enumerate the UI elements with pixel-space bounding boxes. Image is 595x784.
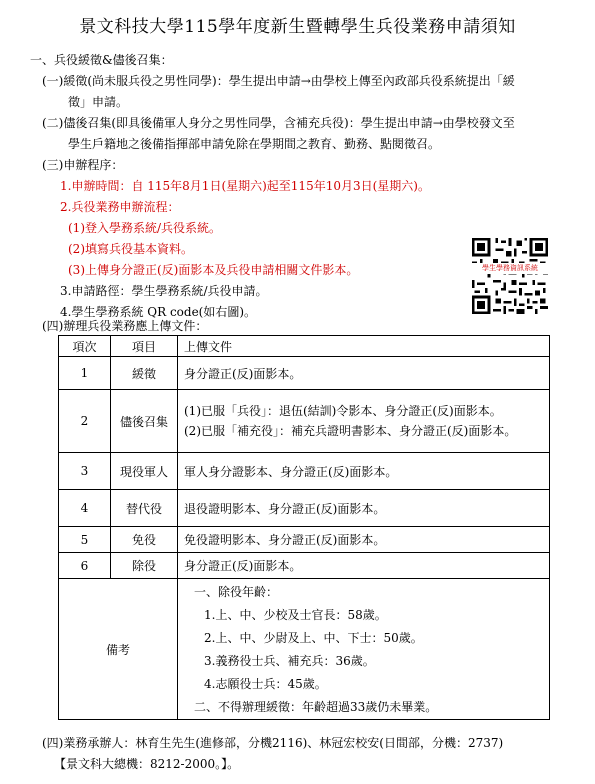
footer-contact: (四)業務承辦人：林育生先生(進修部，分機2116)、林冠宏校安(日間部，分機：2737)	[42, 736, 504, 750]
row-doc: 身分證正(反)面影本。	[178, 553, 550, 579]
table-row	[59, 357, 550, 390]
section4-heading: (四)辦理兵役業務應上傳文件：	[42, 319, 208, 333]
row-no: 2	[59, 390, 111, 453]
remark-item-4: 4.志願役士兵：45歲。	[204, 677, 327, 691]
section1-heading: 一、兵役緩徵&儘後召集：	[30, 53, 173, 67]
row-item: 免役	[111, 527, 178, 553]
remark-item-1: 1.上、中、少校及士官長：58歲。	[204, 608, 387, 622]
row-no: 5	[59, 527, 111, 553]
procedure-step2-1: (1)登入學務系統/兵役系統。	[68, 221, 222, 235]
procedure-step3: 3.申請路徑：學生學務系統/兵役申請。	[60, 284, 268, 298]
row-doc: 軍人身分證影本、身分證正(反)面影本。	[178, 453, 550, 490]
procedure-step2: 2.兵役業務申辦流程：	[60, 200, 180, 214]
qr-code-icon[interactable]	[472, 238, 548, 314]
row-doc: 免役證明影本、身分證正(反)面影本。	[178, 527, 550, 553]
qr-caption: 學生學務資訊系統	[472, 263, 548, 274]
procedure-heading: (三)申辦程序：	[42, 158, 124, 172]
deferment-line1: (一)緩徵(尚未服兵役之男性同學)：學生提出申請→由學校上傳至內政部兵役系統提出「緩	[42, 74, 515, 88]
remark-heading-2: 二、不得辦理緩徵：年齡超過33歲仍未畢業。	[194, 700, 438, 714]
table-row	[59, 453, 550, 490]
reserve-line2: 學生戶籍地之後備指揮部申請免除在學期間之教育、勤務、點閱徵召。	[68, 137, 441, 151]
row-item: 儘後召集	[111, 390, 178, 453]
row-item: 替代役	[111, 490, 178, 527]
row-doc: 身分證正(反)面影本。	[178, 357, 550, 390]
header-item: 項目	[111, 336, 178, 357]
header-doc: 上傳文件	[178, 336, 550, 357]
row-doc-line2: (2)已服「補充役」：補充兵證明書影本、身分證正(反)面影本。	[184, 424, 517, 438]
remark-item-3: 3.義務役士兵、補充兵：36歲。	[204, 654, 375, 668]
remark-content	[178, 579, 550, 720]
header-no: 項次	[59, 336, 111, 357]
procedure-step1: 1.申辦時間：自 115年8月1日(星期六)起至115年10月3日(星期六)。	[60, 179, 430, 193]
procedure-step4: 4.學生學務系統 QR code(如右圖)。	[60, 305, 257, 319]
table-row	[59, 490, 550, 527]
row-no: 4	[59, 490, 111, 527]
reserve-line1: (二)儘後召集(即具後備軍人身分之男性同學，含補充兵役)：學生提出申請→由學校發文至	[42, 116, 515, 130]
table-row	[59, 390, 550, 453]
row-no: 1	[59, 357, 111, 390]
remark-heading-1: 一、除役年齡：	[194, 585, 279, 599]
row-no: 6	[59, 553, 111, 579]
row-item: 緩徵	[111, 357, 178, 390]
row-item: 現役軍人	[111, 453, 178, 490]
procedure-step2-3: (3)上傳身分證正(反)面影本及兵役申請相關文件影本。	[68, 263, 359, 277]
remark-item-2: 2.上、中、少尉及上、中、下士：50歲。	[204, 631, 423, 645]
procedure-step2-2: (2)填寫兵役基本資料。	[68, 242, 193, 256]
footer-switchboard: 【景文科大總機：8212-2000。】。	[54, 757, 240, 771]
row-doc-line1: (1)已服「兵役」：退伍(結訓)令影本、身分證正(反)面影本。	[184, 404, 502, 418]
table-header-row	[59, 336, 550, 357]
table-row	[59, 553, 550, 579]
remark-label: 備考	[59, 579, 178, 720]
row-doc	[178, 390, 550, 453]
table-row	[59, 527, 550, 553]
upload-documents-table	[58, 335, 550, 720]
row-item: 除役	[111, 553, 178, 579]
deferment-line2: 徵」申請。	[68, 95, 129, 109]
page-title: 景文科技大學115學年度新生暨轉學生兵役業務申請須知	[79, 17, 516, 37]
row-no: 3	[59, 453, 111, 490]
table-remark-row	[59, 579, 550, 720]
row-doc: 退役證明影本、身分證正(反)面影本。	[178, 490, 550, 527]
